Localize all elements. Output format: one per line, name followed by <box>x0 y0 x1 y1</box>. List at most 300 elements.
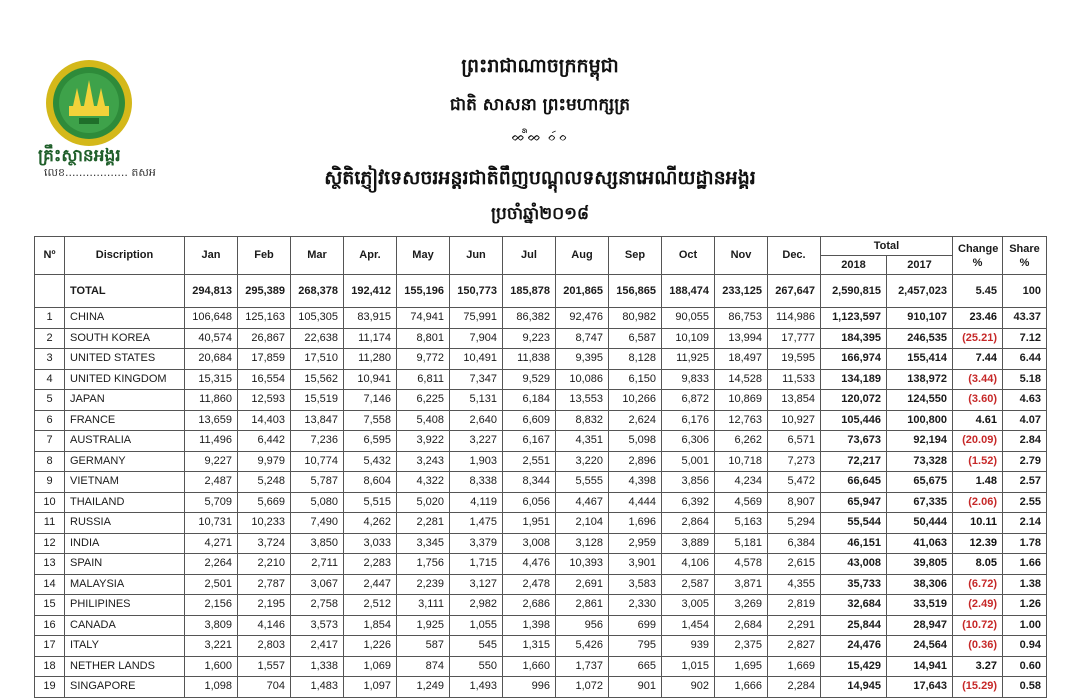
table-row <box>35 554 1047 575</box>
cell-share: 1.00 <box>1003 615 1047 636</box>
cell-month: 3,033 <box>344 533 397 554</box>
cell-name: UNITED STATES <box>65 349 185 370</box>
cell-month: 4,398 <box>609 472 662 493</box>
col-header-month: Jul <box>503 237 556 275</box>
cell-share: 0.94 <box>1003 636 1047 657</box>
table-row <box>35 533 1047 554</box>
cell-month: 11,280 <box>344 349 397 370</box>
col-header-description: Discription <box>65 237 185 275</box>
cell-month: 2,711 <box>291 554 344 575</box>
cell-month: 11,496 <box>185 431 238 452</box>
cell-month: 18,497 <box>715 349 768 370</box>
cell-share: 2.55 <box>1003 492 1047 513</box>
col-header-month: Mar <box>291 237 344 275</box>
cell-total-2018: 120,072 <box>821 390 887 411</box>
cell-total-2017: 24,564 <box>887 636 953 657</box>
cell-month: 2,447 <box>344 574 397 595</box>
cell-change: (2.06) <box>953 492 1003 513</box>
cell-month: 1,069 <box>344 656 397 677</box>
cell-month: 10,233 <box>238 513 291 534</box>
cell-month: 6,587 <box>609 328 662 349</box>
cell-name: NETHER LANDS <box>65 656 185 677</box>
cell-month: 1,715 <box>450 554 503 575</box>
col-header-share <box>1003 237 1047 275</box>
cell-month: 996 <box>503 677 556 698</box>
share-unit: % <box>1019 256 1030 269</box>
cell-share: 6.44 <box>1003 349 1047 370</box>
cell-month: 13,994 <box>715 328 768 349</box>
cell-month: 4,119 <box>450 492 503 513</box>
cell-month: 10,393 <box>556 554 609 575</box>
cell-month: 4,444 <box>609 492 662 513</box>
cell-month: 11,174 <box>344 328 397 349</box>
cell-no: 5 <box>35 390 65 411</box>
cell-no: 16 <box>35 615 65 636</box>
cell-name: UNITED KINGDOM <box>65 369 185 390</box>
cell-total-2017: 17,643 <box>887 677 953 698</box>
cell-month: 2,864 <box>662 513 715 534</box>
cell-month: 5,020 <box>397 492 450 513</box>
cell-total-2017: 73,328 <box>887 451 953 472</box>
cell-name: SPAIN <box>65 554 185 575</box>
cell-month: 10,869 <box>715 390 768 411</box>
cell-month: 2,624 <box>609 410 662 431</box>
cell-month: 2,982 <box>450 595 503 616</box>
cell-change: (1.52) <box>953 451 1003 472</box>
cell-share: 1.38 <box>1003 574 1047 595</box>
cell-change: (6.72) <box>953 574 1003 595</box>
cell-total-2017: 155,414 <box>887 349 953 370</box>
cell-month: 2,691 <box>556 574 609 595</box>
cell-no: 12 <box>35 533 65 554</box>
cell-share: 0.58 <box>1003 677 1047 698</box>
cell-month: 2,156 <box>185 595 238 616</box>
cell-month: 4,355 <box>768 574 821 595</box>
cell-total-2018: 25,844 <box>821 615 887 636</box>
cell-month: 2,330 <box>609 595 662 616</box>
cell-month: 4,106 <box>662 554 715 575</box>
cell-total-2018: 24,476 <box>821 636 887 657</box>
col-header-month: Dec. <box>768 237 821 275</box>
cell-month: 1,249 <box>397 677 450 698</box>
cell-share: 2.84 <box>1003 431 1047 452</box>
col-header-month: Oct <box>662 237 715 275</box>
cell-month: 2,283 <box>344 554 397 575</box>
cell-total-2017: 246,535 <box>887 328 953 349</box>
cell-month: 10,086 <box>556 369 609 390</box>
cell-total-2018: 43,008 <box>821 554 887 575</box>
cell-month: 12,763 <box>715 410 768 431</box>
cell-month: 2,239 <box>397 574 450 595</box>
cell-month: 6,609 <box>503 410 556 431</box>
cell-month: 5,426 <box>556 636 609 657</box>
cell-change: (3.44) <box>953 369 1003 390</box>
cell-total-2018: 46,151 <box>821 533 887 554</box>
cell-total-2018: 1,123,597 <box>821 308 887 329</box>
kingdom-heading: ព្រះរាជាណាចក្រកម្ពុជា <box>461 55 619 77</box>
cell-month: 6,225 <box>397 390 450 411</box>
cell-month: 106,648 <box>185 308 238 329</box>
cell-month: 201,865 <box>556 275 609 308</box>
cell-month: 17,510 <box>291 349 344 370</box>
ministry-name: គ្រឹះស្ថានអង្គរ <box>38 146 121 166</box>
cell-month: 1,695 <box>715 656 768 677</box>
cell-month: 114,986 <box>768 308 821 329</box>
cell-change: 4.61 <box>953 410 1003 431</box>
cell-month: 1,055 <box>450 615 503 636</box>
cell-month: 19,595 <box>768 349 821 370</box>
cell-month: 4,262 <box>344 513 397 534</box>
cell-total-2018: 65,947 <box>821 492 887 513</box>
cell-month: 4,569 <box>715 492 768 513</box>
cell-name: JAPAN <box>65 390 185 411</box>
cell-month: 3,379 <box>450 533 503 554</box>
cell-total-2017: 92,194 <box>887 431 953 452</box>
cell-no: 3 <box>35 349 65 370</box>
cell-month: 2,827 <box>768 636 821 657</box>
cell-share: 2.14 <box>1003 513 1047 534</box>
cell-total-2017: 41,063 <box>887 533 953 554</box>
cell-month: 2,787 <box>238 574 291 595</box>
cell-month: 5,408 <box>397 410 450 431</box>
cell-month: 5,709 <box>185 492 238 513</box>
cell-month: 3,889 <box>662 533 715 554</box>
cell-month: 2,281 <box>397 513 450 534</box>
cell-change: 5.45 <box>953 275 1003 308</box>
cell-total-2018: 32,684 <box>821 595 887 616</box>
cell-month: 15,562 <box>291 369 344 390</box>
cell-month: 1,097 <box>344 677 397 698</box>
cell-month: 15,519 <box>291 390 344 411</box>
cell-month: 4,146 <box>238 615 291 636</box>
document-title: ស្ថិតិភ្ញៀវទេសចរអន្តរជាតិពឹញបណ្តុលទស្សនាអេណីយដ្ឋានអង្គរ <box>324 167 756 189</box>
cell-no: 10 <box>35 492 65 513</box>
cell-month: 16,554 <box>238 369 291 390</box>
cell-month: 40,574 <box>185 328 238 349</box>
cell-month: 9,223 <box>503 328 556 349</box>
table-row <box>35 595 1047 616</box>
cell-month: 5,787 <box>291 472 344 493</box>
cell-month: 704 <box>238 677 291 698</box>
cell-change: 10.11 <box>953 513 1003 534</box>
cell-month: 9,772 <box>397 349 450 370</box>
cell-month: 4,351 <box>556 431 609 452</box>
cell-month: 8,907 <box>768 492 821 513</box>
cell-month: 3,573 <box>291 615 344 636</box>
cell-total-2018: 35,733 <box>821 574 887 595</box>
table-row <box>35 431 1047 452</box>
cell-share: 2.57 <box>1003 472 1047 493</box>
cell-month: 12,593 <box>238 390 291 411</box>
table-row <box>35 656 1047 677</box>
cell-total-2018: 14,945 <box>821 677 887 698</box>
cell-month: 2,959 <box>609 533 662 554</box>
cell-month: 7,236 <box>291 431 344 452</box>
cell-no: 17 <box>35 636 65 657</box>
cell-month: 3,128 <box>556 533 609 554</box>
cell-total-2018: 15,429 <box>821 656 887 677</box>
cell-name: TOTAL <box>65 275 185 308</box>
cell-month: 9,227 <box>185 451 238 472</box>
change-unit: % <box>972 256 983 269</box>
cell-month: 1,015 <box>662 656 715 677</box>
cell-month: 268,378 <box>291 275 344 308</box>
cell-month: 1,315 <box>503 636 556 657</box>
cell-month: 6,595 <box>344 431 397 452</box>
cell-month: 2,512 <box>344 595 397 616</box>
cell-month: 6,262 <box>715 431 768 452</box>
cell-month: 1,737 <box>556 656 609 677</box>
cell-name: PHILIPINES <box>65 595 185 616</box>
header-row <box>35 237 1047 256</box>
cell-month: 10,941 <box>344 369 397 390</box>
cell-month: 1,398 <box>503 615 556 636</box>
cell-month: 9,833 <box>662 369 715 390</box>
cell-month: 185,878 <box>503 275 556 308</box>
cell-change: (2.49) <box>953 595 1003 616</box>
cell-month: 2,264 <box>185 554 238 575</box>
cell-share: 5.18 <box>1003 369 1047 390</box>
cell-month: 2,195 <box>238 595 291 616</box>
table-header <box>35 237 1047 275</box>
cell-name: GERMANY <box>65 451 185 472</box>
cell-total-2017: 138,972 <box>887 369 953 390</box>
cell-month: 5,669 <box>238 492 291 513</box>
cell-month: 3,127 <box>450 574 503 595</box>
cell-month: 6,176 <box>662 410 715 431</box>
cell-no: 7 <box>35 431 65 452</box>
cell-share: 100 <box>1003 275 1047 308</box>
cell-month: 11,838 <box>503 349 556 370</box>
cell-month: 8,604 <box>344 472 397 493</box>
cell-total-2017: 38,306 <box>887 574 953 595</box>
cell-month: 3,724 <box>238 533 291 554</box>
cell-month: 3,856 <box>662 472 715 493</box>
cell-month: 2,210 <box>238 554 291 575</box>
cell-total-2017: 14,941 <box>887 656 953 677</box>
cell-month: 6,306 <box>662 431 715 452</box>
cell-total-2018: 166,974 <box>821 349 887 370</box>
cell-month: 6,184 <box>503 390 556 411</box>
cell-month: 10,266 <box>609 390 662 411</box>
cell-month: 1,072 <box>556 677 609 698</box>
cell-month: 4,322 <box>397 472 450 493</box>
cell-change: 3.27 <box>953 656 1003 677</box>
table-body <box>35 275 1047 698</box>
cell-name: CANADA <box>65 615 185 636</box>
cell-month: 7,347 <box>450 369 503 390</box>
cell-month: 545 <box>450 636 503 657</box>
cell-change: 23.46 <box>953 308 1003 329</box>
cell-month: 10,927 <box>768 410 821 431</box>
col-header-total: Total <box>821 237 953 256</box>
cell-month: 5,131 <box>450 390 503 411</box>
cell-month: 105,305 <box>291 308 344 329</box>
cell-month: 699 <box>609 615 662 636</box>
cell-month: 5,555 <box>556 472 609 493</box>
cell-month: 1,557 <box>238 656 291 677</box>
cell-share: 1.26 <box>1003 595 1047 616</box>
cell-month: 6,442 <box>238 431 291 452</box>
cell-month: 1,903 <box>450 451 503 472</box>
cell-month: 1,226 <box>344 636 397 657</box>
cell-share: 0.60 <box>1003 656 1047 677</box>
cell-month: 1,098 <box>185 677 238 698</box>
col-header-month: Feb <box>238 237 291 275</box>
year-subtitle: ប្រចាំឆ្នាំ២០១៨ <box>490 204 590 224</box>
col-header-month: Nov <box>715 237 768 275</box>
cell-no: 8 <box>35 451 65 472</box>
cell-no: 15 <box>35 595 65 616</box>
cell-month: 4,234 <box>715 472 768 493</box>
cell-month: 8,832 <box>556 410 609 431</box>
cell-month: 10,109 <box>662 328 715 349</box>
table-row <box>35 513 1047 534</box>
table-row <box>35 451 1047 472</box>
col-header-month: Sep <box>609 237 662 275</box>
cell-name: CHINA <box>65 308 185 329</box>
cell-no: 1 <box>35 308 65 329</box>
cell-change: (10.72) <box>953 615 1003 636</box>
cell-month: 3,111 <box>397 595 450 616</box>
cell-total-2017: 33,519 <box>887 595 953 616</box>
col-header-2018: 2018 <box>821 256 887 275</box>
cell-month: 665 <box>609 656 662 677</box>
cell-month: 6,150 <box>609 369 662 390</box>
cell-month: 3,809 <box>185 615 238 636</box>
cell-month: 3,922 <box>397 431 450 452</box>
cell-total-2017: 67,335 <box>887 492 953 513</box>
cell-month: 3,345 <box>397 533 450 554</box>
cell-month: 2,640 <box>450 410 503 431</box>
cell-month: 86,753 <box>715 308 768 329</box>
cell-month: 5,472 <box>768 472 821 493</box>
cell-month: 3,871 <box>715 574 768 595</box>
cell-month: 11,860 <box>185 390 238 411</box>
cell-month: 9,395 <box>556 349 609 370</box>
cell-month: 10,731 <box>185 513 238 534</box>
ornament-divider: ᨖ᩺ᨖ ᨔᩢᨔ <box>511 130 569 145</box>
cell-month: 1,696 <box>609 513 662 534</box>
cell-month: 74,941 <box>397 308 450 329</box>
cell-name: THAILAND <box>65 492 185 513</box>
cell-month: 1,493 <box>450 677 503 698</box>
cell-month: 1,756 <box>397 554 450 575</box>
cell-name: INDIA <box>65 533 185 554</box>
cell-month: 14,403 <box>238 410 291 431</box>
cell-no: 13 <box>35 554 65 575</box>
cell-month: 1,600 <box>185 656 238 677</box>
cell-month: 5,432 <box>344 451 397 472</box>
cell-month: 4,271 <box>185 533 238 554</box>
col-header-month: Jun <box>450 237 503 275</box>
cell-name: SINGAPORE <box>65 677 185 698</box>
cell-month: 3,005 <box>662 595 715 616</box>
motto-heading: ជាតិ សាសនា ព្រះមហាក្សត្រ <box>449 95 631 115</box>
cell-month: 17,859 <box>238 349 291 370</box>
cell-name: ITALY <box>65 636 185 657</box>
cell-name: FRANCE <box>65 410 185 431</box>
cell-no <box>35 275 65 308</box>
cell-month: 6,392 <box>662 492 715 513</box>
cell-month: 6,811 <box>397 369 450 390</box>
cell-month: 3,243 <box>397 451 450 472</box>
table-row <box>35 574 1047 595</box>
table-row <box>35 492 1047 513</box>
cell-month: 1,951 <box>503 513 556 534</box>
cell-month: 795 <box>609 636 662 657</box>
col-header-change <box>953 237 1003 275</box>
share-label: Share <box>1009 242 1040 255</box>
cell-month: 11,925 <box>662 349 715 370</box>
cell-month: 5,080 <box>291 492 344 513</box>
cell-month: 1,669 <box>768 656 821 677</box>
cell-month: 26,867 <box>238 328 291 349</box>
cell-month: 22,638 <box>291 328 344 349</box>
cell-month: 2,803 <box>238 636 291 657</box>
cell-month: 4,467 <box>556 492 609 513</box>
cell-month: 3,067 <box>291 574 344 595</box>
cell-month: 4,578 <box>715 554 768 575</box>
cell-month: 1,483 <box>291 677 344 698</box>
cell-month: 2,375 <box>715 636 768 657</box>
cell-total-2017: 28,947 <box>887 615 953 636</box>
cell-month: 90,055 <box>662 308 715 329</box>
cell-month: 901 <box>609 677 662 698</box>
cell-no: 14 <box>35 574 65 595</box>
col-header-month: Aug <box>556 237 609 275</box>
cell-month: 5,001 <box>662 451 715 472</box>
cell-change: (25.21) <box>953 328 1003 349</box>
cell-month: 5,163 <box>715 513 768 534</box>
cell-month: 9,529 <box>503 369 556 390</box>
cell-month: 10,491 <box>450 349 503 370</box>
cell-total-2017: 2,457,023 <box>887 275 953 308</box>
cell-month: 1,454 <box>662 615 715 636</box>
cell-month: 1,475 <box>450 513 503 534</box>
table-row <box>35 410 1047 431</box>
cell-month: 2,587 <box>662 574 715 595</box>
cell-month: 1,666 <box>715 677 768 698</box>
change-label: Change <box>958 242 999 255</box>
cell-month: 2,615 <box>768 554 821 575</box>
cell-no: 9 <box>35 472 65 493</box>
col-header-no: Nº <box>35 237 65 275</box>
cell-month: 1,338 <box>291 656 344 677</box>
cell-month: 188,474 <box>662 275 715 308</box>
cell-name: RUSSIA <box>65 513 185 534</box>
cell-change: (0.36) <box>953 636 1003 657</box>
cell-total-2018: 72,217 <box>821 451 887 472</box>
cell-month: 155,196 <box>397 275 450 308</box>
cell-no: 18 <box>35 656 65 677</box>
visitor-statistics-table <box>34 236 1047 698</box>
cell-month: 3,221 <box>185 636 238 657</box>
cell-month: 5,181 <box>715 533 768 554</box>
cell-month: 15,315 <box>185 369 238 390</box>
cell-month: 7,146 <box>344 390 397 411</box>
cell-month: 13,659 <box>185 410 238 431</box>
cell-month: 2,487 <box>185 472 238 493</box>
cell-month: 2,551 <box>503 451 556 472</box>
cell-no: 11 <box>35 513 65 534</box>
cell-month: 2,686 <box>503 595 556 616</box>
cell-month: 2,501 <box>185 574 238 595</box>
cell-month: 8,344 <box>503 472 556 493</box>
col-header-month: May <box>397 237 450 275</box>
cell-month: 6,872 <box>662 390 715 411</box>
cell-change: 1.48 <box>953 472 1003 493</box>
